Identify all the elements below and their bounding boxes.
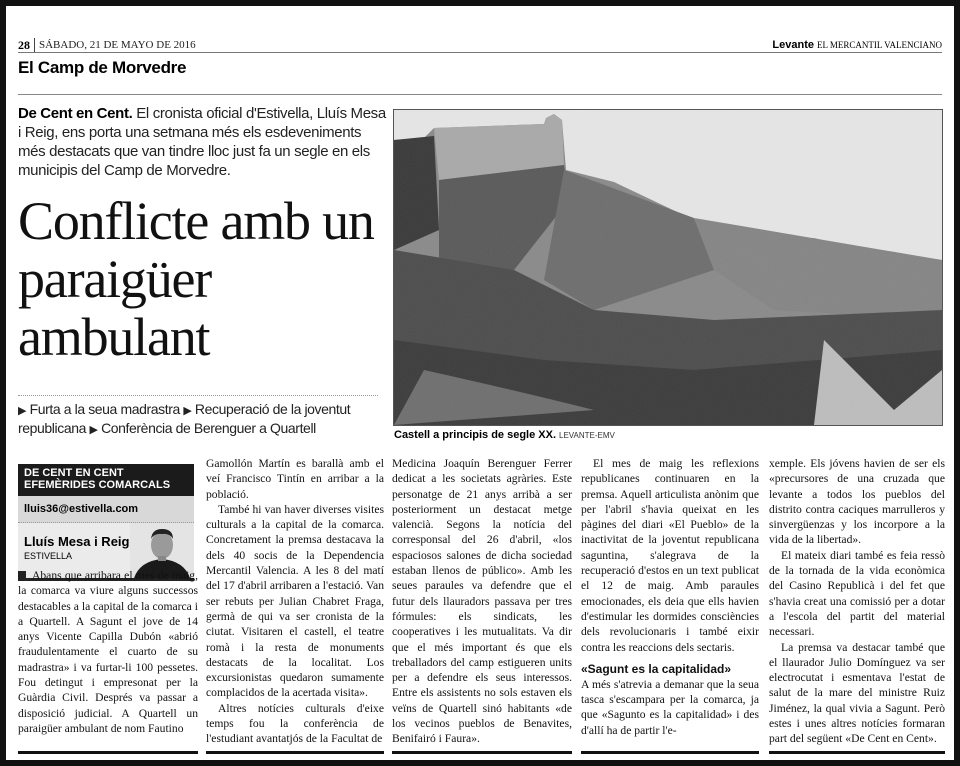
column-tag xyxy=(18,464,194,496)
paragraph: A més s'atrevia a demanar que la seua tasca s'escampara per la comarca, ja que «Sagunto es la capitalidad» i des d'allí ha de partir l'e- xyxy=(581,677,759,737)
intro-lead: De Cent en Cent. xyxy=(18,105,133,122)
paragraph: xemple. Els jóvens havien de ser els «precursores de una cruzada que levante a todos los pueblos del distrito contra caciques marrulleros y sinvergüenzas y los incorpore a la vida de la libertad». xyxy=(769,457,945,547)
triangle-bullet-icon: ▶ xyxy=(183,405,192,417)
section-title: El Camp de Morvedre xyxy=(18,58,187,77)
photo-credit: LEVANTE-EMV xyxy=(559,431,615,440)
page-number: 28 xyxy=(18,38,35,52)
castle-illustration xyxy=(394,110,942,425)
author-name: Lluís Mesa i Reig xyxy=(24,534,130,549)
newspaper-brand-sub: EL MERCANTIL VALENCIANO xyxy=(817,40,942,50)
bottom-rule xyxy=(206,751,384,754)
author-box xyxy=(18,464,194,581)
paragraph: Gamollón Martín es barallà amb el veí Francisco Tintín en arribar a la població. xyxy=(206,457,384,501)
author-email[interactable]: lluis36@estivella.com xyxy=(18,496,194,523)
publication-date: SÁBADO, 21 DE MAYO DE 2016 xyxy=(39,39,196,51)
paragraph: Abans que arribara el mes de maig, la comarca va viure alguns successos destacables a la capital de la comarca i a Quartell. A Sagunt el jove de 14 anys Vicente Capilla Dubón «abrió fraudulentamente el cuarto de su madrastra» i va furtar-li 100 pessetes. Fou detingut i empresonat per la Guàrdia Civil. Després va passar a disposició judicial. A Quartell un paraigüer ambulant de nom Fautino xyxy=(18,569,198,735)
column-tag-line1: DE CENT EN CENT xyxy=(24,467,124,479)
bottom-rule xyxy=(18,751,198,754)
bottom-rule xyxy=(581,751,759,754)
triangle-bullet-icon: ▶ xyxy=(18,405,27,417)
teaser-list xyxy=(18,401,388,439)
caption-text: Castell a principis de segle XX. xyxy=(394,429,557,441)
page-folio xyxy=(18,36,942,53)
castle-photo xyxy=(393,109,943,426)
teaser-item: Furta a la seua madrastra xyxy=(29,401,180,417)
paragraph: La premsa va destacar també que el llaurador Julio Domínguez va ser electrocutat i esmentava l'estat de salut de la mare del ministre Ruiz Jiménez, la qual vivia a Sagunt. Però estes i unes altres notícies formaran part del següent «De Cent en Cent». xyxy=(769,640,945,746)
subheading: «Sagunt es la capitalidad» xyxy=(581,661,732,676)
article-column-3 xyxy=(392,456,572,747)
photo-caption xyxy=(394,429,615,441)
divider xyxy=(18,395,378,396)
article-intro xyxy=(18,104,388,180)
paragraph: El mateix diari també es feia ressò de la tornada de la vida econòmica del Casino Republicà i del fet que s'havia creat una comissió per a dotar a l'escola del partit del material necessari. xyxy=(769,548,945,639)
column-tag-line2: EFEMÈRIDES COMARCALS xyxy=(24,479,171,491)
newspaper-page xyxy=(6,6,954,760)
square-bullet-icon xyxy=(18,571,26,579)
article-headline: Conflicte amb un paraigüer ambulant xyxy=(18,191,374,367)
article-column-1 xyxy=(18,568,198,736)
teaser-item: Recuperació de la joventut republicana xyxy=(18,401,351,436)
intro-text: El cronista oficial d'Estivella, Lluís Mesa i Reig, ens porta una setmana més els esdeveniments més destacats que van tindre lloc just fa un segle en els municipis del Camp de Morvedre. xyxy=(18,105,386,179)
triangle-bullet-icon: ▶ xyxy=(89,424,98,436)
bottom-rule xyxy=(769,751,945,754)
article-column-4 xyxy=(581,456,759,738)
paragraph: Medicina Joaquín Berenguer Ferrer dedicat a les societats agràries. Este personatge de 21 anys arribà a ser posteriorment un destacat metge valencià. Segons la notícia del corresponsal del 26 d'abril, «los espaciosos salones de dicha sociedad estaban llenos de público». Amb les seues paraules va defendre que el futur dels llauradors passava per tres fórmules: els sindicats, les cooperatives i les mutualitats. Va dir que el més important és que els treballadors del camp estigueren units per a defendre els seus interessos. Entre els assistents no sols estaven els veïns de Quartell sinó habitants «de los vecinos pueblos de Benavites, Benifairó i Faura». xyxy=(392,457,572,746)
bottom-rule xyxy=(392,751,572,754)
paragraph: El mes de maig les reflexions republicanes continuaren en la premsa. Aquell articulista anònim que per l'abril s'havia queixat en les pàgines del diari «El Pueblo» de la inactivitat de la joventut republicana saguntina, s'alegrava de la recuperació d'estos en un text publicat el 12 de maig. Amb paraules emocionades, els deia que ells havien d'estimular les dormides consciències dels revolucionaris i també eixir contra les reaccions dels sectaris. xyxy=(581,457,759,654)
paragraph: Altres notícies culturals d'eixe temps fou la conferència de l'estudiant avantatjós de la Facultat de xyxy=(206,701,384,746)
author-town: ESTIVELLA xyxy=(24,551,73,561)
article-column-5 xyxy=(769,456,945,747)
divider xyxy=(18,94,942,95)
newspaper-brand: Levante xyxy=(772,39,814,51)
article-column-2 xyxy=(206,456,384,747)
teaser-item: Conferència de Berenguer a Quartell xyxy=(101,420,316,436)
paragraph: També hi van haver diverses visites culturals a la capital de la comarca. Concretament la premsa destacava la dels 40 socis de la Dependencia Mercantil Valencia. A les 8 del matí del 17 d'abril arribaren a l'estació. Van ser rebuts per Julian Chabret Fraga, germà de qui va ser cronista de la ciutat. Visitaren el castell, el teatre romà i la resta de monuments destacats de la localitat. Los excursionistas quedaron sumamente complacidos de la acertada visita». xyxy=(206,502,384,700)
